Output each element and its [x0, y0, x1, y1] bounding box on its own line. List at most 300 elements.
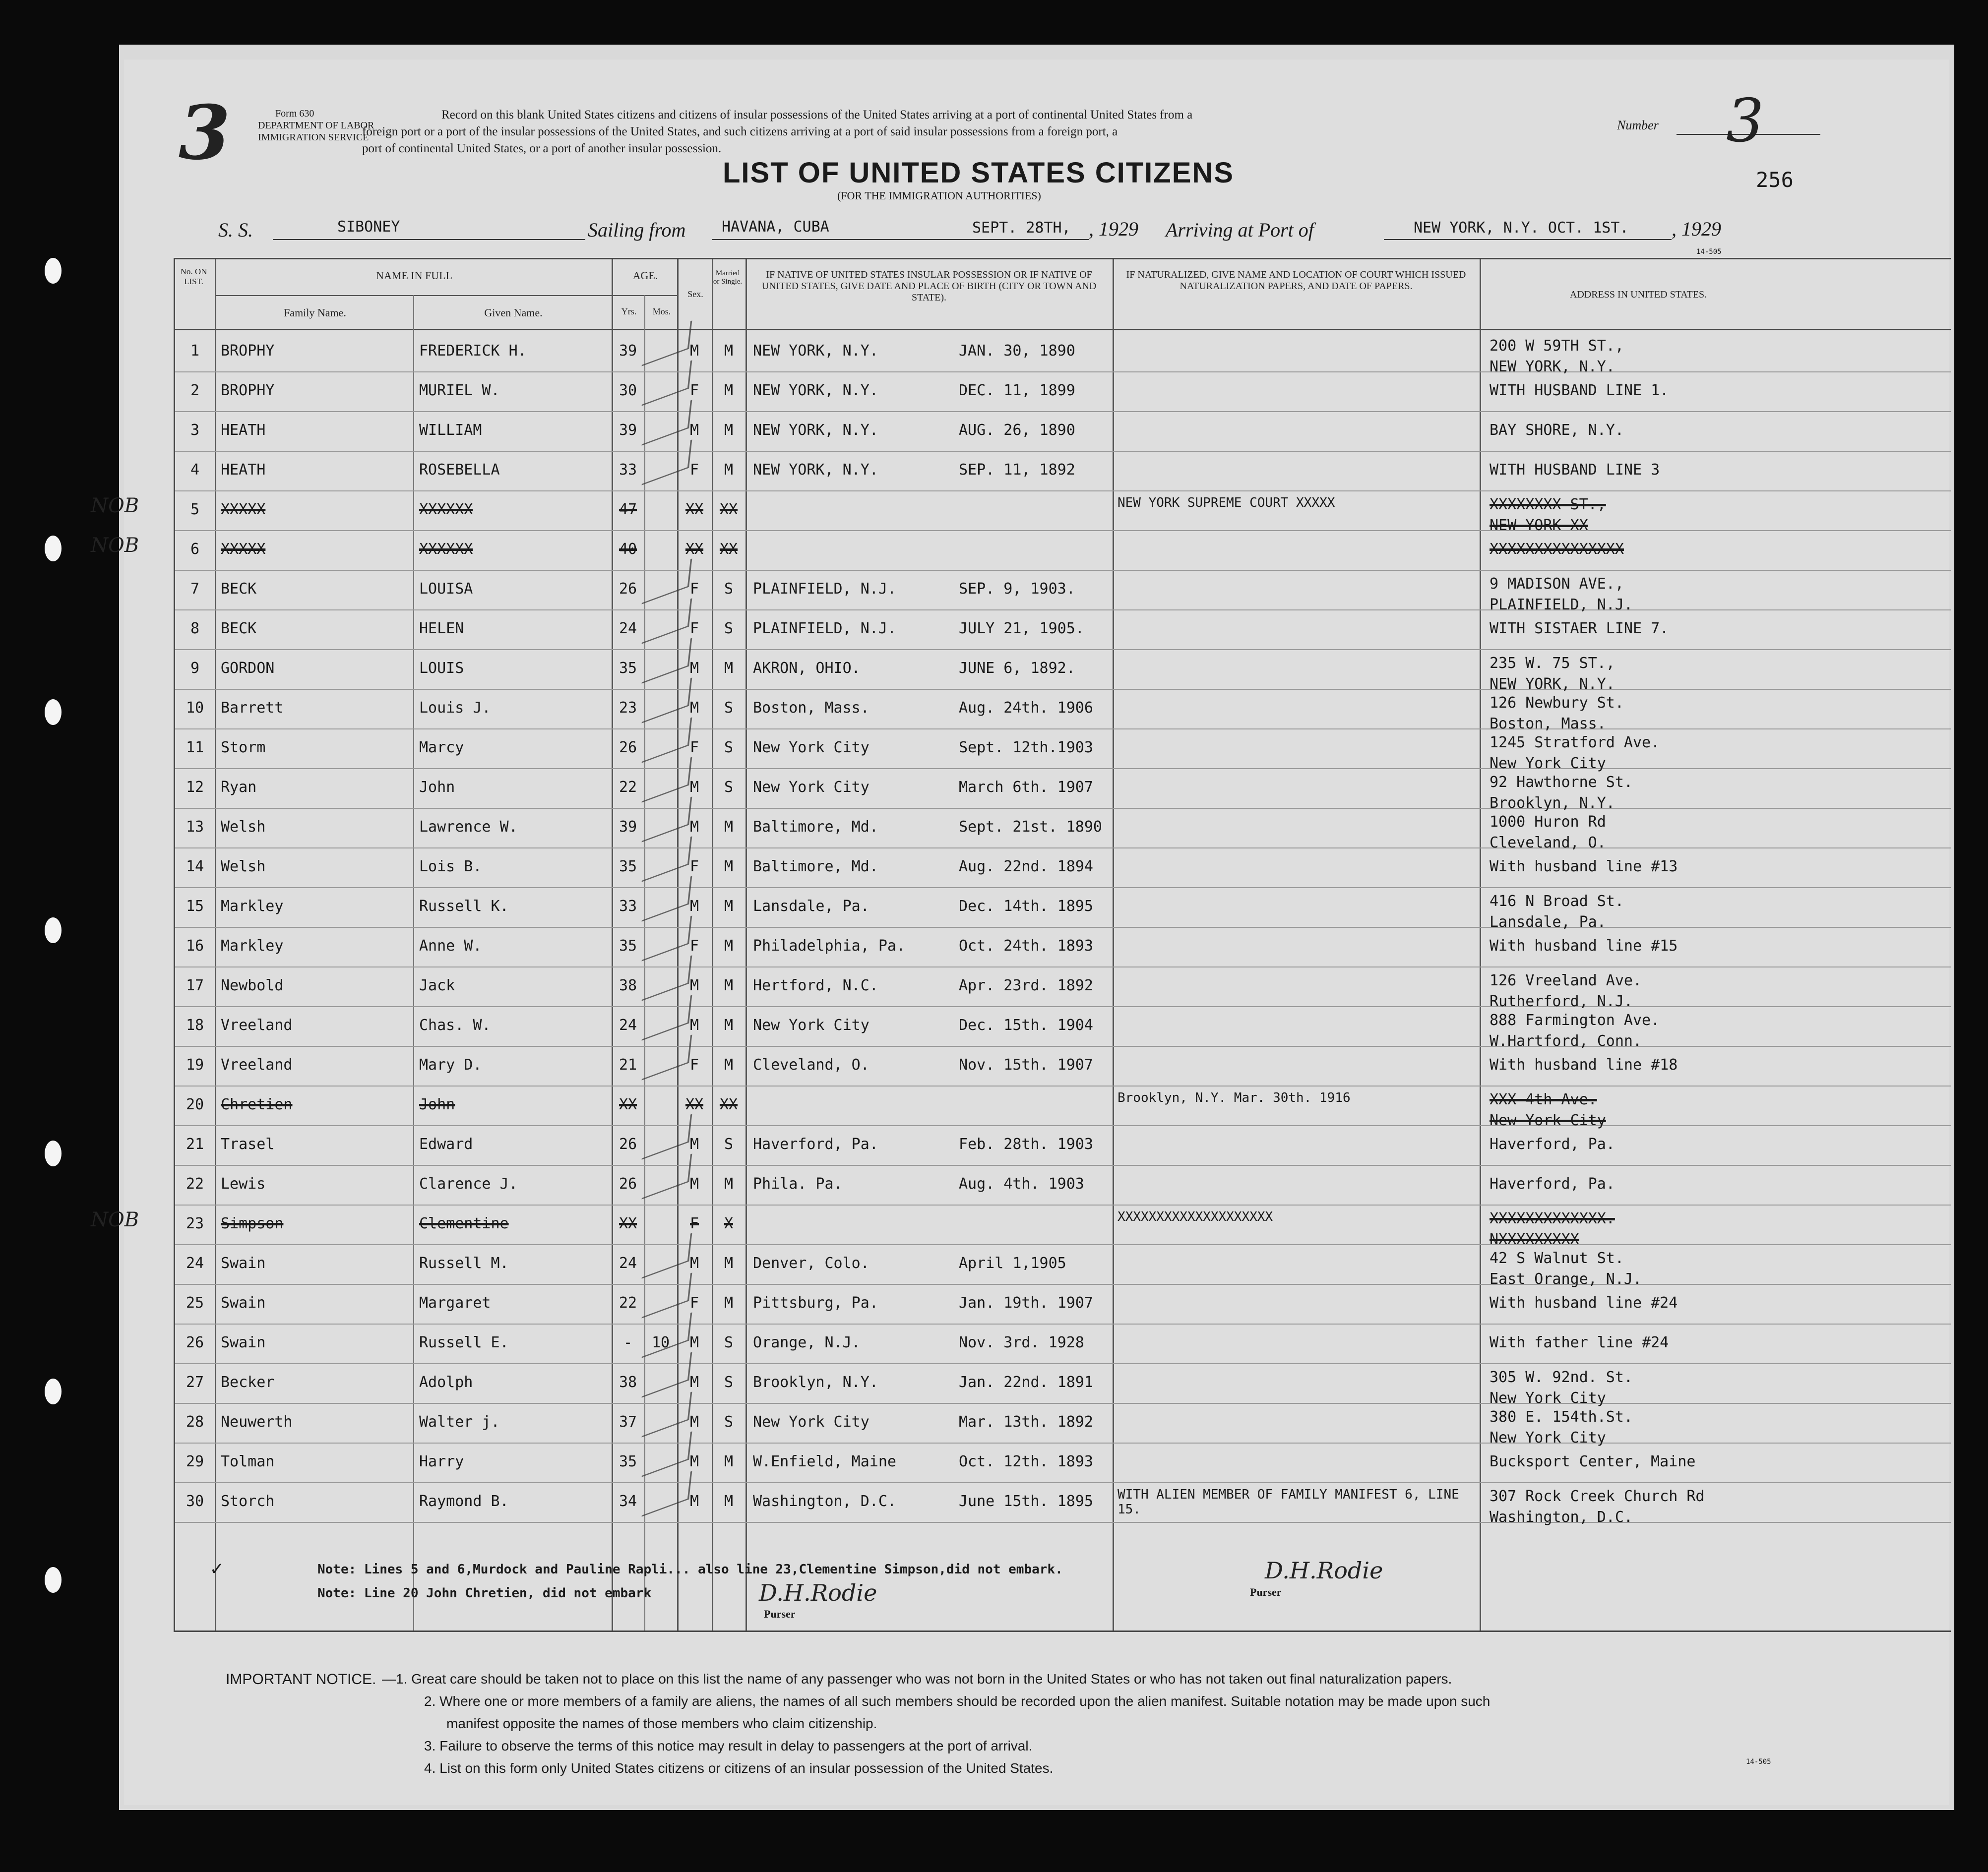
address-line-2: New York City — [1490, 1429, 1606, 1447]
family-name: XXXXX — [221, 541, 266, 558]
birth-place: NEW YORK, N.Y. — [753, 382, 878, 399]
given-name: John — [419, 779, 455, 796]
age-years: 33 — [619, 898, 637, 915]
family-name: Markley — [221, 898, 284, 915]
table-row — [91, 531, 1951, 571]
address-line-2: NEW YORK, N.Y. — [1490, 675, 1615, 693]
marital-status: XX — [719, 1096, 738, 1113]
notice-heading: IMPORTANT NOTICE. — [226, 1671, 376, 1688]
birth-date: Aug. 24th. 1906 — [959, 699, 1093, 717]
birth-date: Mar. 13th. 1892 — [959, 1413, 1093, 1431]
address-line-2: NEW YORK XX — [1490, 517, 1588, 534]
family-name: Trasel — [221, 1136, 275, 1153]
notice-item: 2. Where one or more members of a family are aliens, the names of all such members should be recorded upon the alien manifest. Suitable notation may be made upon such — [424, 1693, 1491, 1709]
address-line-1: XXX 4th Ave. — [1490, 1091, 1597, 1108]
from-underline — [712, 239, 1089, 240]
family-name: Swain — [221, 1294, 266, 1312]
address-line-1: With husband line #18 — [1490, 1056, 1678, 1074]
address-line-1: BAY SHORE, N.Y. — [1490, 422, 1624, 439]
row-number: 22 — [186, 1175, 204, 1193]
table-row — [175, 848, 1951, 888]
family-name: Markley — [221, 937, 284, 955]
birth-place: Brooklyn, N.Y. — [753, 1374, 878, 1391]
marital-status: S — [724, 1136, 734, 1153]
given-name: Margaret — [419, 1294, 491, 1312]
col-header-given: Given Name. — [484, 306, 543, 319]
sex: M — [689, 342, 699, 360]
birth-place: PLAINFIELD, N.J. — [753, 580, 896, 598]
table-row — [175, 1285, 1951, 1325]
age-years: 35 — [619, 937, 637, 955]
naturalization: WITH ALIEN MEMBER OF FAMILY MANIFEST 6, LINE 15. — [1118, 1487, 1459, 1517]
marital-status: M — [724, 818, 734, 836]
address-line-1: 1000 Huron Rd — [1490, 813, 1606, 831]
address-line-1: With husband line #24 — [1490, 1294, 1678, 1312]
row-number: 11 — [186, 739, 204, 756]
row-number: 8 — [190, 620, 200, 637]
table-row — [175, 650, 1951, 693]
age-years: 26 — [619, 739, 637, 756]
table-row — [175, 1126, 1951, 1166]
given-name: Lois B. — [419, 858, 482, 875]
notice-code: 14-505 — [1746, 1758, 1771, 1766]
row-number: 2 — [190, 382, 200, 399]
age-years: 22 — [619, 779, 637, 796]
table-row — [175, 1047, 1951, 1087]
marital-status: S — [724, 1374, 734, 1391]
family-name: Ryan — [221, 779, 257, 796]
age-years: 33 — [619, 461, 637, 479]
family-name: Lewis — [221, 1175, 266, 1193]
birth-date: Aug. 4th. 1903 — [959, 1175, 1084, 1193]
marital-status: M — [724, 1493, 734, 1510]
birth-date: Dec. 14th. 1895 — [959, 898, 1093, 915]
checkmark-note: ✓ — [211, 1557, 223, 1580]
marital-status: M — [724, 660, 734, 677]
row-number: 28 — [186, 1413, 204, 1431]
address-line-1: 92 Hawthorne St. — [1490, 774, 1633, 791]
sex: M — [689, 1136, 699, 1153]
table-row — [175, 1325, 1951, 1364]
address-line-1: 307 Rock Creek Church Rd — [1490, 1488, 1705, 1505]
birth-date: Jan. 22nd. 1891 — [959, 1374, 1093, 1391]
row-number: 4 — [190, 461, 200, 479]
family-name: Barrett — [221, 699, 284, 717]
row-number: 12 — [186, 779, 204, 796]
address-line-2: New York City — [1490, 1389, 1606, 1407]
address-line-2: Brooklyn, N.Y. — [1490, 794, 1615, 812]
given-name: Marcy — [419, 739, 464, 756]
sailing-from: HAVANA, CUBA — [722, 218, 829, 236]
table-row — [175, 412, 1951, 452]
table-row — [175, 333, 1951, 375]
age-years: 24 — [619, 1255, 637, 1272]
marital-status: M — [724, 898, 734, 915]
address-line-1: XXXXXXXXXXXXXXX — [1490, 541, 1624, 558]
punch-hole-icon — [45, 699, 62, 725]
given-name: Jack — [419, 977, 455, 994]
address-line-1: WITH HUSBAND LINE 1. — [1490, 382, 1669, 399]
given-name: XXXXXX — [419, 501, 473, 518]
given-name: LOUIS — [419, 660, 464, 677]
birth-place: New York City — [753, 1017, 870, 1034]
birth-place: Baltimore, Md. — [753, 858, 878, 875]
instructions — [362, 107, 1192, 157]
header-bottom-rule — [175, 329, 1951, 330]
family-name: Welsh — [221, 858, 266, 875]
row-number: 30 — [186, 1493, 204, 1510]
table-body — [91, 333, 1951, 1526]
given-name: Mary D. — [419, 1056, 482, 1074]
birth-date: Feb. 28th. 1903 — [959, 1136, 1093, 1153]
birth-date: SEP. 11, 1892 — [959, 461, 1075, 479]
sex: M — [689, 818, 699, 836]
birth-place: Washington, D.C. — [753, 1493, 896, 1510]
address-line-2: New York City — [1490, 1112, 1606, 1129]
manifest-sheet — [91, 60, 1949, 1805]
address-line-2: New York City — [1490, 755, 1606, 772]
handwritten-corner-number: 3 — [179, 89, 231, 177]
address-line-1: WITH SISTAER LINE 7. — [1490, 620, 1669, 637]
form-number: Form 630 — [275, 108, 314, 119]
sex: M — [689, 699, 699, 717]
sex: M — [689, 1255, 699, 1272]
birth-date: June 15th. 1895 — [959, 1493, 1093, 1510]
marital-status: M — [724, 422, 734, 439]
given-name: Anne W. — [419, 937, 482, 955]
sex: M — [689, 1413, 699, 1431]
address-line-1: Bucksport Center, Maine — [1490, 1453, 1696, 1470]
birth-place: Pittsburg, Pa. — [753, 1294, 878, 1312]
family-name: BECK — [221, 580, 257, 598]
naturalization: Brooklyn, N.Y. Mar. 30th. 1916 — [1118, 1090, 1351, 1105]
instruction-line: Record on this blank United States citizens and citizens of insular possessions of the United States arriving at a port of continental United States from a — [441, 108, 1193, 121]
margin-annotation: NOB — [91, 1208, 139, 1231]
notice-item: —1. Great care should be taken not to place on this list the name of any passenger who was not born in the United States or who has not taken out final naturalization papers. — [382, 1671, 1452, 1687]
ship-underline — [273, 239, 585, 240]
given-name: Walter j. — [419, 1413, 500, 1431]
birth-place: Orange, N.J. — [753, 1334, 861, 1351]
address-line-1: 42 S Walnut St. — [1490, 1250, 1624, 1267]
age-years: 37 — [619, 1413, 637, 1431]
arrival-port: NEW YORK, N.Y. OCT. 1ST. — [1414, 219, 1629, 237]
given-name: Chas. W. — [419, 1017, 491, 1034]
sex: F — [689, 739, 699, 756]
sex: F — [689, 937, 699, 955]
col-header-no: No. ON LIST. — [180, 267, 207, 286]
arriving-label: Arriving at Port of — [1166, 219, 1314, 241]
row-number: 16 — [186, 937, 204, 955]
sailing-label: Sailing from — [588, 219, 686, 241]
punch-hole-icon — [45, 917, 62, 943]
table-row — [175, 1087, 1951, 1129]
birth-date: Nov. 3rd. 1928 — [959, 1334, 1084, 1351]
address-line-1: 126 Newbury St. — [1490, 694, 1624, 712]
marital-status: S — [724, 1334, 734, 1351]
table-row — [175, 372, 1951, 412]
birth-place: New York City — [753, 739, 870, 756]
page-title: LIST OF UNITED STATES CITIZENS — [723, 157, 1234, 189]
given-name: Edward — [419, 1136, 473, 1153]
sex: F — [689, 580, 699, 598]
row-number: 10 — [186, 699, 204, 717]
age-years: 38 — [619, 1374, 637, 1391]
sex: F — [689, 382, 699, 399]
row-number: 29 — [186, 1453, 204, 1470]
address-line-1: XXXXXXXXXXXXX. — [1490, 1210, 1615, 1227]
birth-date: SEP. 9, 1903. — [959, 580, 1075, 598]
table-row — [175, 809, 1951, 851]
row-number: 24 — [186, 1255, 204, 1272]
birth-place: Haverford, Pa. — [753, 1136, 878, 1153]
given-name: Louis J. — [419, 699, 491, 717]
given-name: Russell K. — [419, 898, 509, 915]
family-name: Vreeland — [221, 1056, 293, 1074]
family-name: XXXXX — [221, 501, 266, 518]
address-line-1: Haverford, Pa. — [1490, 1175, 1615, 1193]
family-name: Swain — [221, 1334, 266, 1351]
age-years: 35 — [619, 858, 637, 875]
table-row — [175, 729, 1951, 772]
address-line-2: Washington, D.C. — [1490, 1509, 1633, 1526]
row-number: 21 — [186, 1136, 204, 1153]
marital-status: XX — [719, 501, 738, 518]
given-name: MURIEL W. — [419, 382, 500, 399]
age-years: 34 — [619, 1493, 637, 1510]
number-label: Number — [1617, 118, 1659, 132]
given-name: Clarence J. — [419, 1175, 518, 1193]
table-row — [175, 928, 1951, 967]
table-row — [175, 452, 1951, 491]
table-row — [175, 1404, 1951, 1447]
given-name: Russell E. — [419, 1334, 509, 1351]
age-years: 47 — [619, 501, 637, 518]
note-line-1: Note: Lines 5 and 6,Murdock and Pauline Rapli... also line 23,Clementine Simpson,did not embark. — [317, 1562, 1063, 1577]
birth-place: Philadelphia, Pa. — [753, 937, 906, 955]
age-years: 30 — [619, 382, 637, 399]
table-row — [175, 571, 1951, 613]
given-name: Adolph — [419, 1374, 473, 1391]
signature-1: D.H.Rodie — [1265, 1557, 1383, 1584]
marital-status: M — [724, 937, 734, 955]
sex: F — [689, 620, 699, 637]
marital-status: M — [724, 1255, 734, 1272]
marital-status: M — [724, 342, 734, 360]
family-name: Vreeland — [221, 1017, 293, 1034]
given-name: FREDERICK H. — [419, 342, 527, 360]
address-line-1: 126 Vreeland Ave. — [1490, 972, 1642, 989]
row-number: 26 — [186, 1334, 204, 1351]
age-years: XX — [619, 1096, 637, 1113]
header-rule — [216, 295, 678, 296]
instruction-line: foreign port or a port of the insular possessions of the United States, and such citizens arriving at a port of said insular possessions from a foreign port, a — [362, 125, 1118, 138]
address-line-2: NEW YORK, N.Y. — [1490, 358, 1615, 375]
small-print-code: 14-505 — [1696, 248, 1722, 256]
row-number: 23 — [186, 1215, 204, 1232]
col-header-family: Family Name. — [284, 306, 346, 319]
address-line-1: XXXXXXXX ST., — [1490, 496, 1606, 513]
family-name: Neuwerth — [221, 1413, 293, 1431]
port-underline — [1384, 239, 1672, 240]
given-name: ROSEBELLA — [419, 461, 500, 479]
sex: M — [689, 422, 699, 439]
age-years: XX — [619, 1215, 637, 1232]
address-line-1: 305 W. 92nd. St. — [1490, 1369, 1633, 1386]
row-number: 19 — [186, 1056, 204, 1074]
address-line-1: 235 W. 75 ST., — [1490, 655, 1615, 672]
row-number: 9 — [190, 660, 200, 677]
family-name: Newbold — [221, 977, 284, 994]
row-number: 13 — [186, 818, 204, 836]
address-line-1: 1245 Stratford Ave. — [1490, 734, 1660, 751]
row-number: 6 — [190, 541, 200, 558]
instruction-line: port of continental United States, or a port of another insular possession. — [362, 142, 722, 155]
sex: M — [689, 1493, 699, 1510]
birth-place: AKRON, OHIO. — [753, 660, 861, 677]
punch-hole-icon — [45, 258, 62, 284]
sex: XX — [685, 1096, 704, 1113]
family-name: Chretien — [221, 1096, 293, 1113]
table-row — [175, 1166, 1951, 1206]
punch-hole-icon — [45, 1567, 62, 1593]
birth-place: New York City — [753, 1413, 870, 1431]
purser-label-2: Purser — [764, 1608, 796, 1620]
punch-hole-icon — [45, 1141, 62, 1166]
family-name: Swain — [221, 1255, 266, 1272]
address-line-1: 888 Farmington Ave. — [1490, 1012, 1660, 1029]
address-line-1: With husband line #15 — [1490, 937, 1678, 955]
address-line-2: Lansdale, Pa. — [1490, 913, 1606, 931]
sex: F — [689, 1294, 699, 1312]
col-header-yrs: Yrs. — [621, 306, 637, 316]
page-number: 256 — [1756, 168, 1794, 192]
address-line-1: WITH HUSBAND LINE 3 — [1490, 461, 1660, 479]
address-line-1: With father line #24 — [1490, 1334, 1669, 1351]
sex: M — [689, 977, 699, 994]
birth-place: W.Enfield, Maine — [753, 1453, 896, 1470]
row-number: 18 — [186, 1017, 204, 1034]
given-name: XXXXXX — [419, 541, 473, 558]
family-name: HEATH — [221, 422, 266, 439]
sex: M — [689, 1453, 699, 1470]
given-name: WILLIAM — [419, 422, 482, 439]
birth-date: JULY 21, 1905. — [959, 620, 1084, 637]
birth-place: Lansdale, Pa. — [753, 898, 870, 915]
age-years: 26 — [619, 1175, 637, 1193]
col-header-naturalized: IF NATURALIZED, GIVE NAME AND LOCATION OF COURT WHICH ISSUED NATURALIZATION PAPERS, AND DATE OF PAPERS. — [1126, 269, 1466, 292]
table-row — [91, 1206, 1951, 1248]
address-line-1: Haverford, Pa. — [1490, 1136, 1615, 1153]
punch-hole-icon — [45, 1379, 62, 1404]
col-header-birth: IF NATIVE OF UNITED STATES INSULAR POSSESSION OR IF NATIVE OF UNITED STATES, GIVE DATE AND PLACE OF BIRTH (CITY OR TOWN AND STATE). — [761, 269, 1097, 303]
table-row — [175, 1007, 1951, 1050]
birth-date: March 6th. 1907 — [959, 779, 1093, 796]
row-number: 17 — [186, 977, 204, 994]
family-name: Storch — [221, 1493, 275, 1510]
purser-label-1: Purser — [1250, 1586, 1282, 1598]
ship-name: SIBONEY — [337, 218, 400, 236]
sex: M — [689, 1374, 699, 1391]
age-years: 39 — [619, 818, 637, 836]
birth-date: AUG. 26, 1890 — [959, 422, 1075, 439]
family-name: BROPHY — [221, 342, 275, 360]
marital-status: M — [724, 1453, 734, 1470]
birth-place: New York City — [753, 779, 870, 796]
family-name: GORDON — [221, 660, 275, 677]
ss-label: S. S. — [218, 219, 253, 241]
sex: F — [689, 461, 699, 479]
row-number: 20 — [186, 1096, 204, 1113]
notice-item: manifest opposite the names of those members who claim citizenship. — [446, 1716, 877, 1731]
department: DEPARTMENT OF LABOR — [258, 120, 374, 131]
naturalization: XXXXXXXXXXXXXXXXXXXX — [1118, 1209, 1273, 1224]
row-number: 1 — [190, 342, 200, 360]
marital-status: X — [724, 1215, 734, 1232]
address-line-2: East Orange, N.J. — [1490, 1270, 1642, 1288]
sex: XX — [685, 541, 704, 558]
address-line-2: Boston, Mass. — [1490, 715, 1606, 732]
marital-status: M — [724, 1294, 734, 1312]
birth-place: Boston, Mass. — [753, 699, 870, 717]
col-header-name: NAME IN FULL — [376, 269, 452, 282]
age-years: 26 — [619, 580, 637, 598]
marital-status: M — [724, 382, 734, 399]
sex: M — [689, 660, 699, 677]
sailing-date: SEPT. 28TH, — [972, 219, 1071, 237]
marital-status: S — [724, 779, 734, 796]
given-name: HELEN — [419, 620, 464, 637]
table-row — [175, 1364, 1951, 1407]
age-years: - — [623, 1334, 633, 1351]
service: IMMIGRATION SERVICE — [258, 132, 369, 143]
address-line-2: W.Hartford, Conn. — [1490, 1032, 1642, 1050]
age-years: 21 — [619, 1056, 637, 1074]
birth-date: Aug. 22nd. 1894 — [959, 858, 1093, 875]
address-line-2: Rutherford, N.J. — [1490, 993, 1633, 1010]
sex: F — [689, 1056, 699, 1074]
birth-place: NEW YORK, N.Y. — [753, 461, 878, 479]
address-line-2: Cleveland, O. — [1490, 834, 1606, 851]
birth-place: Phila. Pa. — [753, 1175, 843, 1193]
page-subtitle: (FOR THE IMMIGRATION AUTHORITIES) — [837, 189, 1041, 202]
birth-place: Cleveland, O. — [753, 1056, 870, 1074]
table-row — [175, 888, 1951, 931]
table-row — [175, 1444, 1951, 1483]
age-years: 35 — [619, 1453, 637, 1470]
address-line-1: 380 E. 154th.St. — [1490, 1408, 1633, 1426]
age-years: 23 — [619, 699, 637, 717]
family-name: Becker — [221, 1374, 275, 1391]
marital-status: M — [724, 1175, 734, 1193]
address-line-1: 416 N Broad St. — [1490, 893, 1624, 910]
given-name: Raymond B. — [419, 1493, 509, 1510]
row-number: 15 — [186, 898, 204, 915]
col-header-sex: Sex. — [687, 289, 703, 299]
age-years: 24 — [619, 620, 637, 637]
table-row — [175, 610, 1951, 650]
naturalization: NEW YORK SUPREME COURT XXXXX — [1118, 495, 1335, 510]
table-row — [175, 1483, 1951, 1526]
sex: M — [689, 898, 699, 915]
address-line-1: With husband line #13 — [1490, 858, 1678, 875]
punch-hole-icon — [45, 536, 62, 561]
sex: M — [689, 1334, 699, 1351]
sailing-year: , 1929 — [1089, 218, 1138, 240]
row-number: 3 — [190, 422, 200, 439]
given-name: Russell M. — [419, 1255, 509, 1272]
birth-date: Nov. 15th. 1907 — [959, 1056, 1093, 1074]
address-line-2: NXXXXXXXXX — [1490, 1231, 1579, 1248]
